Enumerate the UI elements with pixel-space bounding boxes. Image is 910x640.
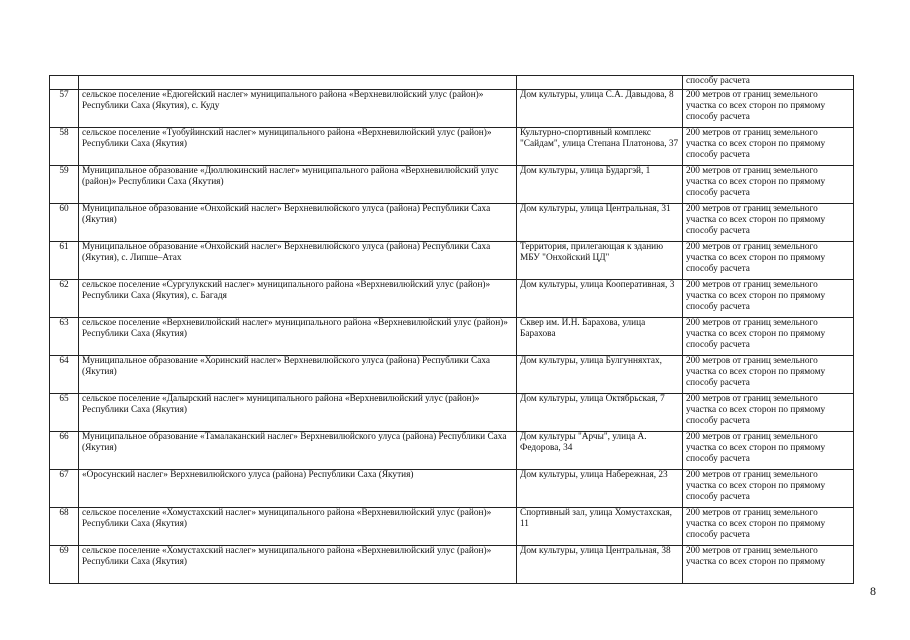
table-row xyxy=(50,242,854,280)
cell-territory: Муниципальное образование «Онхойский наслег» Верхневилюйского улуса (района) Республики Саха (Якутия) xyxy=(79,204,517,242)
cell-territory: сельское поселение «Верхневилюйский наслег» муниципального района «Верхневилюйский улус (район)» Республики Саха (Якутия) xyxy=(79,318,517,356)
cell-distance: 200 метров от границ земельного участка со всех сторон по прямому способу расчета xyxy=(683,90,854,128)
cell-territory: сельское поселение «Хомустахский наслег» муниципального района «Верхневилюйский улус (район)» Республики Саха (Якутия) xyxy=(79,508,517,546)
cell-territory: сельское поселение «Едюгейский наслег» муниципального района «Верхневилюйский улус (район)» Республики Саха (Якутия), с. Куду xyxy=(79,90,517,128)
table-row xyxy=(50,394,854,432)
cell-distance: 200 метров от границ земельного участка со всех сторон по прямому способу расчета xyxy=(683,470,854,508)
cell-location: Дом культуры, улица Булгунняхтах, xyxy=(517,356,683,394)
cell-distance: 200 метров от границ земельного участка со всех сторон по прямому способу расчета xyxy=(683,318,854,356)
cell-location: Дом культуры, улица Кооперативная, 3 xyxy=(517,280,683,318)
cell-location: Дом культуры, улица Набережная, 23 xyxy=(517,470,683,508)
cell-distance: 200 метров от границ земельного участка со всех сторон по прямому способу расчета xyxy=(683,242,854,280)
cell-num: 68 xyxy=(50,508,79,546)
cell-location: Сквер им. И.Н. Барахова, улица Барахова xyxy=(517,318,683,356)
cell-num: 62 xyxy=(50,280,79,318)
cell-num: 63 xyxy=(50,318,79,356)
table-row xyxy=(50,508,854,546)
cell-territory: сельское поселение «Хомустахский наслег» муниципального района «Верхневилюйский улус (район)» Республики Саха (Якутия) xyxy=(79,546,517,584)
cell-location xyxy=(517,76,683,90)
cell-distance: 200 метров от границ земельного участка со всех сторон по прямому способу расчета xyxy=(683,280,854,318)
table-row xyxy=(50,166,854,204)
cell-location: Дом культуры, улица С.А. Давыдова, 8 xyxy=(517,90,683,128)
cell-num: 59 xyxy=(50,166,79,204)
table-row xyxy=(50,90,854,128)
cell-num: 69 xyxy=(50,546,79,584)
cell-num xyxy=(50,76,79,90)
cell-num: 65 xyxy=(50,394,79,432)
cell-territory: сельское поселение «Далырский наслег» муниципального района «Верхневилюйский улус (район)» Республики Саха (Якутия) xyxy=(79,394,517,432)
page-number: 8 xyxy=(870,584,876,598)
document-table xyxy=(49,75,854,584)
table-row xyxy=(50,356,854,394)
cell-territory: «Оросунский наслег» Верхневилюйского улуса (района) Республики Саха (Якутия) xyxy=(79,470,517,508)
table-row xyxy=(50,280,854,318)
cell-num: 60 xyxy=(50,204,79,242)
cell-distance: 200 метров от границ земельного участка со всех сторон по прямому способу расчета xyxy=(683,166,854,204)
cell-territory: Муниципальное образование «Хоринский наслег» Верхневилюйского улуса (района) Республики Саха (Якутия) xyxy=(79,356,517,394)
cell-location: Культурно-спортивный комплекс "Сайдам", улица Степана Платонова, 37 xyxy=(517,128,683,166)
cell-territory: Муниципальное образование «Тамалаканский наслег» Верхневилюйского улуса (района) Республики Саха (Якутия) xyxy=(79,432,517,470)
cell-num: 61 xyxy=(50,242,79,280)
table-row xyxy=(50,432,854,470)
table-row xyxy=(50,318,854,356)
cell-distance: 200 метров от границ земельного участка со всех сторон по прямому способу расчета xyxy=(683,204,854,242)
cell-territory xyxy=(79,76,517,90)
cell-location: Спортивный зал, улица Хомустахская, 11 xyxy=(517,508,683,546)
cell-num: 66 xyxy=(50,432,79,470)
cell-territory: сельское поселение «Туобуйинский наслег» муниципального района «Верхневилюйский улус (район)» Республики Саха (Якутия) xyxy=(79,128,517,166)
cell-distance: 200 метров от границ земельного участка со всех сторон по прямому способу расчета xyxy=(683,432,854,470)
cell-location: Дом культуры, улица Центральная, 31 xyxy=(517,204,683,242)
cell-distance: 200 метров от границ земельного участка со всех сторон по прямому способу расчета xyxy=(683,128,854,166)
cell-num: 57 xyxy=(50,90,79,128)
cell-location: Дом культуры "Арчы", улица А. Федорова, 34 xyxy=(517,432,683,470)
cell-distance: способу расчета xyxy=(683,76,854,90)
cell-territory: сельское поселение «Сургулукский наслег» муниципального района «Верхневилюйский улус (район)» Республики Саха (Якутия), с. Багадя xyxy=(79,280,517,318)
cell-distance: 200 метров от границ земельного участка со всех сторон по прямому способу расчета xyxy=(683,508,854,546)
cell-location: Дом культуры, улица Бударгэй, 1 xyxy=(517,166,683,204)
cell-num: 67 xyxy=(50,470,79,508)
cell-territory: Муниципальное образование «Дюллюкинский наслег» муниципального района «Верхневилюйский улус (район)» Республики Саха (Якутия) xyxy=(79,166,517,204)
table-body xyxy=(50,76,854,584)
cell-location: Дом культуры, улица Центральная, 38 xyxy=(517,546,683,584)
table-row-continuation xyxy=(50,76,854,90)
cell-distance: 200 метров от границ земельного участка со всех сторон по прямому способу расчета xyxy=(683,356,854,394)
cell-location: Дом культуры, улица Октябрьская, 7 xyxy=(517,394,683,432)
table-row xyxy=(50,204,854,242)
table-row xyxy=(50,128,854,166)
cell-location: Территория, прилегающая к зданию МБУ "Онхойский ЦД" xyxy=(517,242,683,280)
cell-distance: 200 метров от границ земельного участка со всех сторон по прямому xyxy=(683,546,854,584)
cell-num: 58 xyxy=(50,128,79,166)
cell-territory: Муниципальное образование «Онхойский наслег» Верхневилюйского улуса (района) Республики Саха (Якутия), с. Липше–Атах xyxy=(79,242,517,280)
cell-distance: 200 метров от границ земельного участка со всех сторон по прямому способу расчета xyxy=(683,394,854,432)
cell-num: 64 xyxy=(50,356,79,394)
table-row xyxy=(50,470,854,508)
table-row xyxy=(50,546,854,584)
